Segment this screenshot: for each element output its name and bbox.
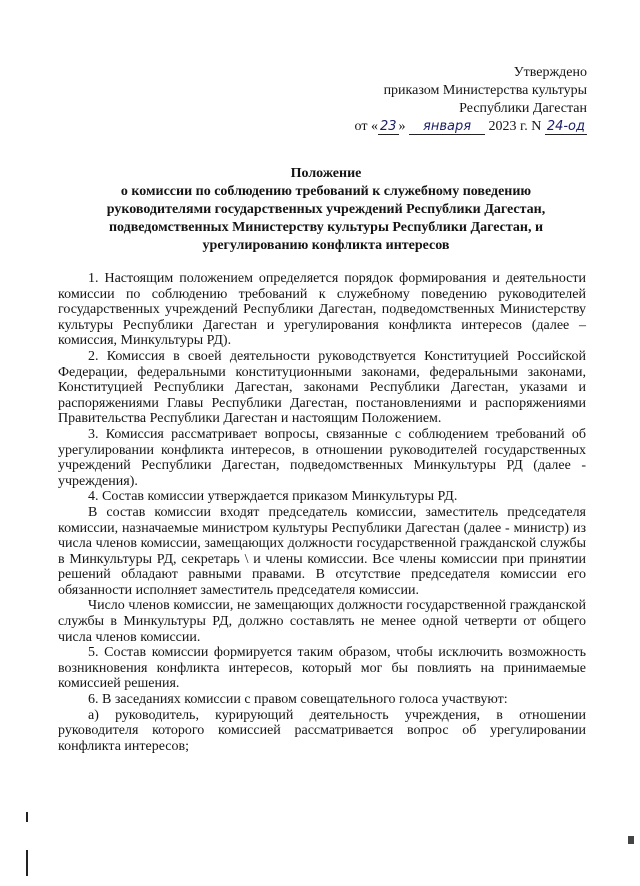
title-line-2: руководителями государственных учреждений Республики Дагестан, [106, 202, 546, 217]
date-day: 23 [379, 119, 397, 134]
date-year: 2023 г. N [488, 119, 542, 134]
paragraph-5: 5. Состав комиссии формируется таким образом, чтобы исключить возможность возникновения конфликта интересов, который мог бы повлиять на принимаемые комиссией решения. [58, 645, 586, 692]
scan-margin-mark [26, 850, 28, 876]
title-line-4: урегулированию конфликта интересов [202, 238, 450, 253]
paragraph-4-composition: В состав комиссии входят председатель комиссии, заместитель председателя комиссии, назначаемые министром культуры Республики Дагестан (далее - министр) из числа членов комиссии, замещающих должности государственной гражданской службы в Минкультуры РД, секретарь \ и члены комиссии. Все члены комиссии при принятии решений обладают равными правами. В отсутствие председателя комиссии его обязанности исполняет заместитель председателя комиссии. [58, 504, 586, 598]
date-mid: » [398, 119, 406, 134]
date-month: января [409, 120, 485, 135]
paragraph-3: 3. Комиссия рассматривает вопросы, связанные с соблюдением требований об урегулировании конфликта интересов, в отношении руководителей государственных учреждений Республики Дагестан, подведомственных Минкультуры РД (далее - учреждения). [58, 426, 586, 489]
order-number: 24-од [546, 119, 585, 134]
approval-republic-line: Республики Дагестан [459, 101, 587, 116]
paragraph-2: 2. Комиссия в своей деятельности руководствуется Конституцией Российской Федерации, федеральными конституционными законами, федеральными законами, Конституцией Республики Дагестан, законами Республики Дагестан, указами и распоряжениями Главы Республики Дагестан, постановлениями и распоряжениями Правительства Республики Дагестан и настоящим Положением. [58, 348, 586, 427]
paragraph-4: 4. Состав комиссии утверждается приказом Минкультуры РД. [88, 489, 458, 505]
paragraph-6a: а) руководитель, курирующий деятельность учреждения, в отношении руководителя которого комиссией рассматривается вопрос об урегулировании конфликта интересов; [58, 707, 586, 754]
approval-date-line [307, 118, 587, 136]
scan-margin-mark [26, 812, 28, 822]
title-line-1: о комиссии по соблюдению требований к служебному поведению [120, 184, 532, 199]
date-prefix: от « [354, 119, 378, 134]
scan-edge-mark [628, 836, 634, 844]
paragraph-6: 6. В заседаниях комиссии с правом совещательного голоса участвуют: [88, 692, 508, 708]
approval-block [307, 64, 587, 136]
paragraph-4-members: Число членов комиссии, не замещающих должности государственной гражданской службы в Минкультуры РД, должно составлять не менее одной четверти от общего числа членов комиссии. [58, 598, 586, 645]
paragraph-1: 1. Настоящим положением определяется порядок формирования и деятельности комиссии по соблюдению требований к служебному поведению руководителей государственных учреждений Республики Дагестан, подведомственных Министерству культуры Республики Дагестан и урегулирования конфликта интересов (далее – комиссия, Минкультуры РД). [58, 271, 586, 349]
approval-order-line: приказом Министерства культуры [383, 83, 587, 98]
document-title [80, 165, 572, 255]
approval-label: Утверждено [513, 65, 587, 80]
title-line-3: подведомственных Министерству культуры Республики Дагестан, и [108, 220, 544, 235]
title-heading: Положение [290, 166, 362, 181]
document-body [58, 271, 586, 754]
